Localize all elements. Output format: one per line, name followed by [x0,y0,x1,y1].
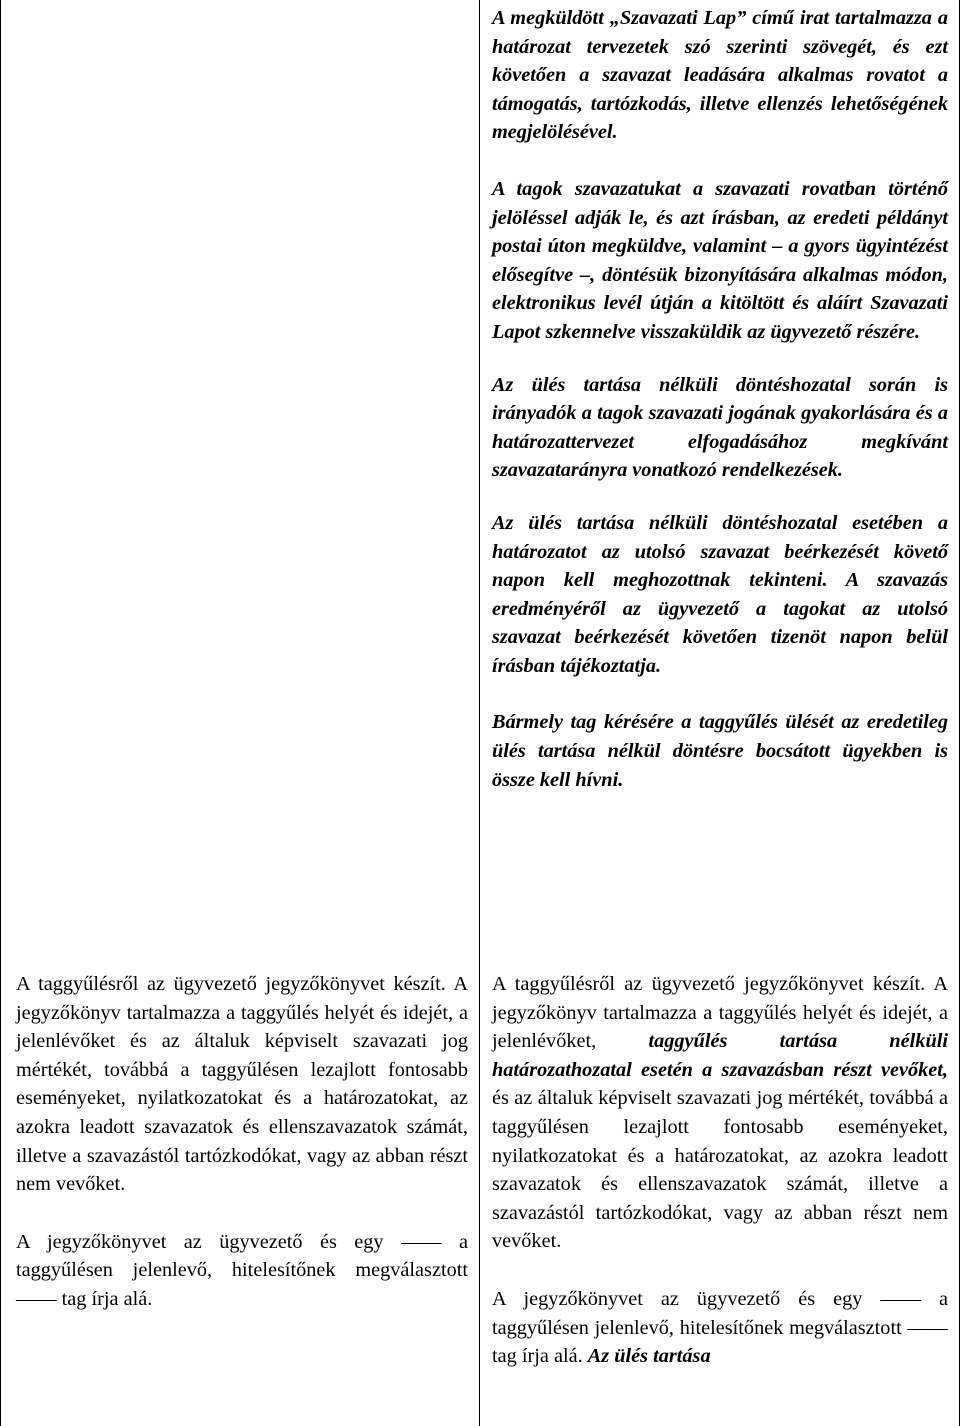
paragraph-iranyado-rendelkezesek: Az ülés tartása nélküli döntéshozatal során is irányadók a tagok szavazati jogának gyakorlására és a határozattervezet elfogadásához megkívánt szavazatarányra vonatkozó rendelkezések. [492,373,948,482]
text-segment: A jegyzőkönyvet az ügyvezető és egy —— a taggyűlésen jelenlevő, hitelesítőnek megválasztott —— tag írja alá. [492,1287,948,1368]
paragraph-hatarozat-meghozatal: Az ülés tartása nélküli döntéshozatal esetében a határozatot az utolsó szavazat beérkezését követő napon kell meghozottnak tekinteni. A szavazás eredményéről az ügyvezető a tagokat az utolsó szavazat beérkezését követően tizenöt napon belül írásban tájékoztatja. [492,511,948,677]
paragraph-tag-keresere: Bármely tag kérésére a taggyűlés ülését az eredetileg ülés tartása nélkül döntésre bocsátott ügyekben is össze kell hívni. [492,711,948,791]
paragraph-szavazati-lap: A megküldött „Szavazati Lap” című irat tartalmazza a határozat tervezetek szó szerinti szövegét, és ezt követően a szavazat leadására alkalmas rovatot a támogatás, tartózkodás, illetve ellenzés lehetőségének megjelölésével. [492,7,948,144]
paragraph-jegyzokonyv-alairas: A jegyzőkönyvet az ügyvezető és egy —— a taggyűlésen jelenlevő, hitelesítőnek megválasztott —— tag írja alá. [16,1230,468,1310]
table-border-left [0,0,1,1426]
right-column-upper [492,4,948,794]
paragraph-jegyzokonyv-tartalom-modositott [492,970,948,1256]
paragraph-szavazat-leadas: A tagok szavazatukat a szavazati rovatban történő jelöléssel adják le, és azt írásban, az eredeti példányt postai úton megküldve, valamint – a gyors ügyintézést elősegítve –, döntésük bizonyítására alkalmas módon, elektronikus levél útján a kitöltött és aláírt Szavazati Lapot szkennelve visszaküldik az ügyvezető részére. [492,177,948,343]
left-column-lower [16,970,468,1314]
text-segment-emphasis: taggyűlés tartása nélküli határozathozatal esetén a szavazásban részt vevőket, [492,1030,949,1081]
right-column-lower [492,970,948,1371]
table-border-middle [479,0,480,1426]
paragraph-jegyzokonyv-alairas-modositott [492,1285,948,1371]
paragraph-jegyzokonyv-tartalom: A taggyűlésről az ügyvezető jegyzőkönyvet készít. A jegyzőkönyv tartalmazza a taggyűlés helyét és idejét, a jelenlévőket és az általuk képviselt szavazati jog mértékét, továbbá a taggyűlésen lezajlott fontosabb eseményeket, nyilatkozatokat és a határozatokat, az azokra leadott szavazatok és ellenszavazatok számát, illetve a szavazástól tartózkodókat, vagy az abban részt nem vevőket. [16,973,468,1196]
text-segment: A taggyűlésről az ügyvezető jegyzőkönyvet készít. A jegyzőkönyv tartalmazza a taggyűlés helyét és idejét, a jelenlévőket, [492,973,948,1053]
text-segment-emphasis: Az ülés tartása [587,1345,711,1368]
text-segment: és az általuk képviselt szavazati jog mértékét, továbbá a taggyűlésen lezajlott fontosabb eseményeket, nyilatkozatokat és a határozatokat, az azokra leadott szavazatok és ellenszavazatok számát, illetve a szavazástól tartózkodókat, vagy az abban részt nem vevőket. [492,1087,948,1253]
